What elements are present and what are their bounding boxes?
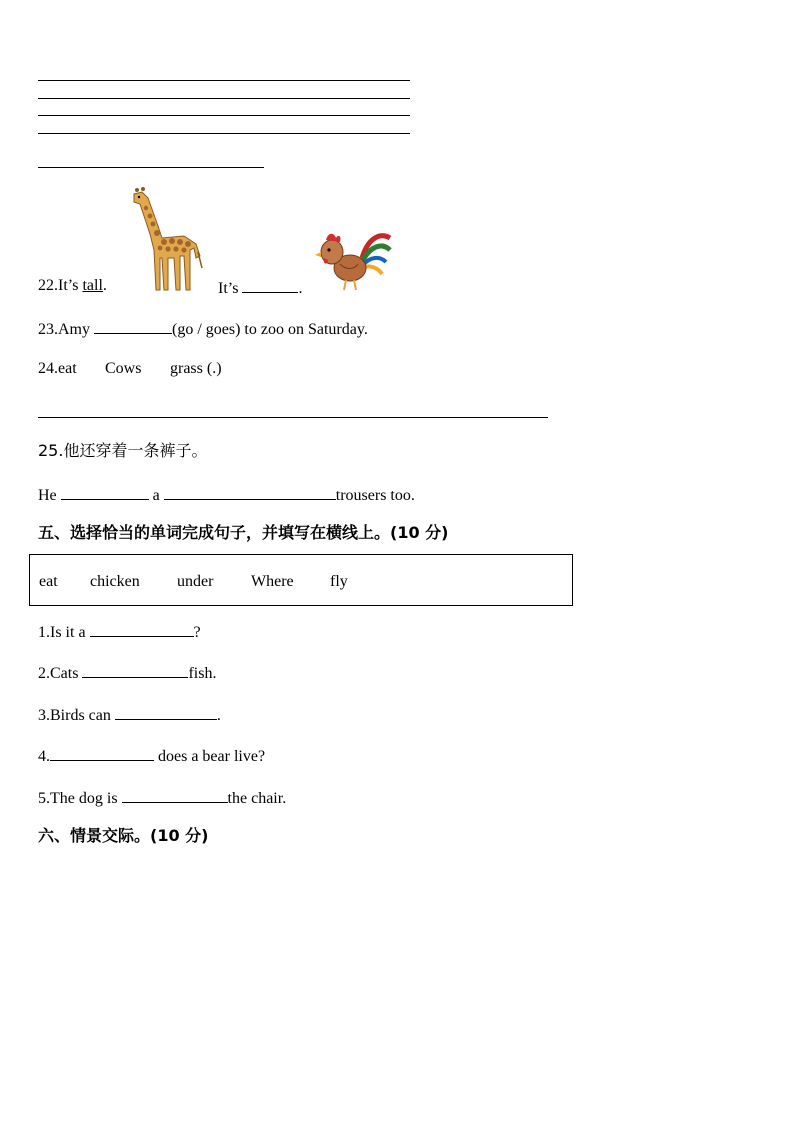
section-5-heading: 五、选择恰当的单词完成句子，并填写在横线上。(10 分)	[38, 523, 449, 542]
s4-end: does a bear live?	[154, 748, 266, 765]
question-24	[38, 359, 77, 379]
section-6-heading: 六、情景交际。(10 分)	[38, 826, 209, 845]
word-bank-under: under	[177, 573, 214, 590]
writing-line-2	[38, 98, 410, 99]
question-22-answer	[218, 276, 302, 299]
s1-blank[interactable]	[90, 620, 194, 637]
q24-word-1: eat	[58, 360, 77, 377]
sentence-1	[38, 620, 201, 643]
word-bank-chicken: chicken	[90, 573, 140, 590]
s5-end: the chair.	[227, 790, 287, 807]
giraffe-illustration	[124, 186, 208, 292]
s5-blank[interactable]	[122, 786, 228, 803]
s4-blank[interactable]	[50, 744, 154, 761]
q24-word-3: grass (.)	[170, 360, 222, 377]
rooster-illustration	[312, 228, 392, 292]
sentence-5	[38, 786, 286, 809]
s3-start: 3.Birds can	[38, 707, 115, 724]
s1-start: 1.Is it a	[38, 624, 90, 641]
writing-line-5	[38, 167, 264, 168]
question-25	[38, 483, 415, 506]
q22-example-word: tall	[82, 277, 103, 294]
sentence-2	[38, 661, 216, 684]
q22-answer-blank[interactable]	[242, 276, 298, 293]
q25-rest: trousers too.	[335, 487, 415, 504]
q24-word-2: Cows	[105, 360, 142, 377]
question-25-chinese: 25.他还穿着一条裤子。	[38, 441, 208, 460]
s5-start: 5.The dog is	[38, 790, 122, 807]
s1-end: ?	[193, 624, 201, 641]
q23-answer-blank[interactable]	[94, 317, 172, 334]
word-bank-box	[29, 554, 573, 606]
q22-second-prefix: It’s	[218, 280, 243, 297]
word-bank-where: Where	[251, 573, 294, 590]
word-bank-eat: eat	[39, 573, 58, 590]
sentence-4	[38, 744, 265, 767]
writing-line-3	[38, 115, 410, 116]
q25-he: He	[38, 487, 61, 504]
word-bank-fly: fly	[330, 573, 348, 590]
question-23	[38, 317, 368, 340]
q22-suffix: .	[102, 277, 107, 294]
q23-start: 23.Amy	[38, 321, 94, 338]
q25-a: a	[152, 487, 164, 504]
q23-rest: (go / goes) to zoo on Saturday.	[172, 321, 368, 338]
s2-start: 2.Cats	[38, 665, 83, 682]
s3-blank[interactable]	[115, 703, 217, 720]
s2-blank[interactable]	[82, 661, 188, 678]
question-22	[38, 276, 107, 296]
q25-blank-1[interactable]	[61, 483, 149, 500]
sentence-3	[38, 703, 221, 726]
writing-line-4	[38, 133, 410, 134]
q22-prefix: 22.It’s	[38, 277, 83, 294]
s3-end: .	[216, 707, 221, 724]
q24-number: 24.	[38, 360, 58, 377]
q22-end: .	[298, 280, 303, 297]
writing-line-1	[38, 80, 410, 81]
s2-end: fish.	[188, 665, 217, 682]
s4-start: 4.	[38, 748, 50, 765]
q25-blank-2[interactable]	[164, 483, 336, 500]
q24-answer-line[interactable]	[38, 417, 548, 418]
